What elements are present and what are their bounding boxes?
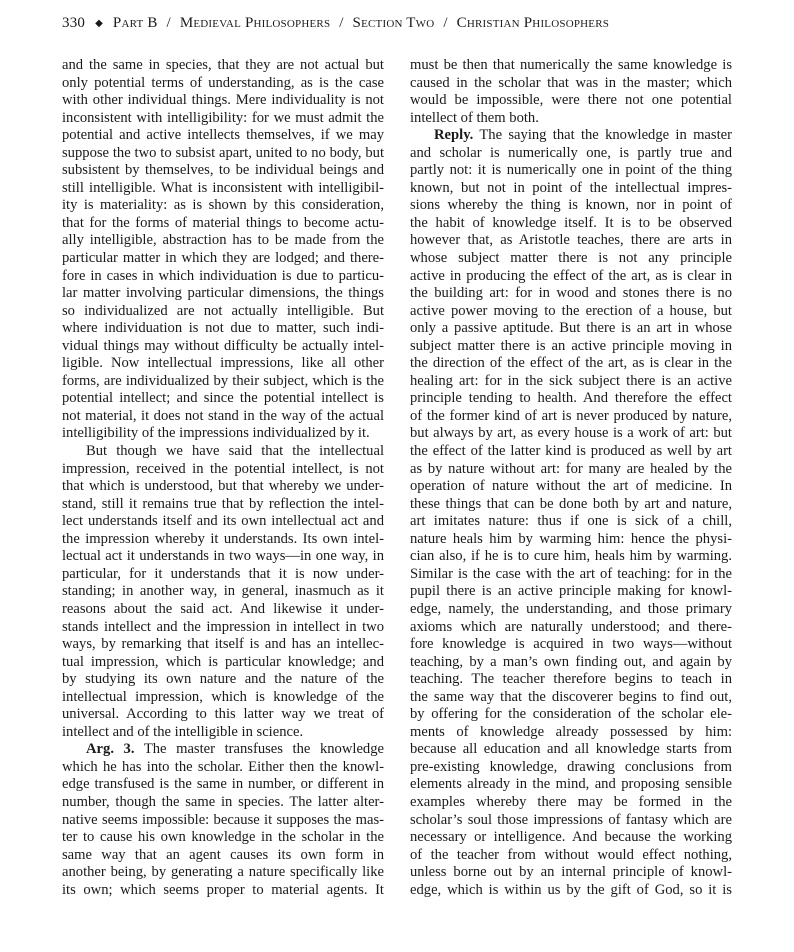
line-text: impression, received in the potential intellect, is not <box>62 460 384 477</box>
line-text: examples whereby there may be formed in the <box>410 793 732 810</box>
text-line <box>62 232 384 250</box>
line-text: ments of knowledge already possessed by him: <box>410 723 732 740</box>
text-line <box>410 390 732 408</box>
line-text: because all education and all knowledge starts from <box>410 741 732 758</box>
text-line <box>410 794 732 812</box>
text-line <box>62 425 384 443</box>
text-line <box>62 882 384 900</box>
line-text: known, but not in point of the intellectual impres- <box>410 179 732 196</box>
line-text: unless borne out by an internal principle of knowl- <box>410 864 732 881</box>
slash-separator: / <box>443 15 448 31</box>
line-text: suppose the two to subsist apart, united to no body, but <box>62 144 384 161</box>
text-line <box>62 110 384 128</box>
text-line <box>62 162 384 180</box>
text-line <box>410 338 732 356</box>
text-line <box>62 303 384 321</box>
text-line <box>410 812 732 830</box>
text-line <box>410 461 732 479</box>
text-line <box>62 741 384 759</box>
line-text: stand, still it remains true that by reflection the intel- <box>62 495 384 512</box>
line-text: as by nature without art: for many are healed by the <box>410 460 732 477</box>
line-text: and scholar is numerically one, is partly true and <box>410 144 732 161</box>
line-text: standing; in another way, in general, inasmuch as it <box>62 583 384 600</box>
paragraph-label: Arg. 3. <box>86 741 135 758</box>
line-text: where individuation is not due to matter, such indi- <box>62 320 384 337</box>
line-text: same way that an agent causes its own form in <box>62 846 384 863</box>
line-text: teaching, by a man’s own finding out, and again by <box>410 653 732 670</box>
text-line <box>62 355 384 373</box>
line-text: its own; which seems proper to material agents. It <box>62 881 384 898</box>
text-line <box>62 268 384 286</box>
line-text: the impression whereby it understands. Its own intel- <box>62 530 384 547</box>
line-text: forms, are individualized by their subject, which is the <box>62 372 384 389</box>
text-line <box>62 443 384 461</box>
text-line <box>410 548 732 566</box>
line-text: intelligibility of the impressions individualized by it. <box>62 425 370 442</box>
line-text: potential and active intellects themselves, if we may <box>62 127 384 144</box>
line-text: caused in the scholar that was in the master; which <box>410 74 732 91</box>
line-text: ter to cause his own knowledge in the scholar in the <box>62 829 384 846</box>
text-line <box>410 882 732 900</box>
line-text: and the same in species, that they are not actual but <box>62 57 384 73</box>
line-text: ally intelligible, abstraction has to be made from the <box>62 232 384 249</box>
text-line <box>410 408 732 426</box>
line-text: ligible. Now intellectual impressions, like all other <box>62 355 384 372</box>
diamond-separator-icon: ◆ <box>95 18 103 29</box>
text-line <box>62 654 384 672</box>
left-text-column <box>62 57 384 899</box>
text-line <box>62 320 384 338</box>
line-text: fore knowledge is acquired in two ways—without <box>410 636 732 653</box>
line-text: subsistent by themselves, to be individual beings and <box>62 162 384 179</box>
text-line <box>62 689 384 707</box>
text-line <box>62 145 384 163</box>
line-text: nature heals him by warming him: hence the physi- <box>410 530 732 547</box>
line-text: which he has into the scholar. Either then the knowl- <box>62 758 384 775</box>
line-text: lectual act it understands in two ways—in one way, in <box>62 548 384 565</box>
text-line <box>62 408 384 426</box>
text-line <box>62 285 384 303</box>
text-line <box>410 619 732 637</box>
text-line <box>410 636 732 654</box>
text-line <box>62 583 384 601</box>
text-line <box>410 759 732 777</box>
text-line <box>62 180 384 198</box>
line-text: art imitates nature: thus if one is sick of a chill, <box>410 513 732 530</box>
text-line <box>62 92 384 110</box>
text-line <box>410 689 732 707</box>
line-text: but always by art, as every house is a work of art: but <box>410 425 732 442</box>
text-line <box>410 443 732 461</box>
text-line <box>410 513 732 531</box>
line-text: edge, which is within us by the gift of God, so it is <box>410 881 732 898</box>
text-line <box>62 812 384 830</box>
text-line <box>410 215 732 233</box>
line-text: still intelligible. What is inconsistent with intelligibil- <box>62 179 384 196</box>
text-line <box>410 847 732 865</box>
line-text: subject matter there is an active principle moving in <box>410 337 732 354</box>
paragraph-label: Reply. <box>434 127 474 144</box>
text-line <box>410 531 732 549</box>
line-text: particular, for it understands that it is now under- <box>62 565 384 582</box>
text-line <box>410 741 732 759</box>
line-text: the building art: for in wood and stones there is no <box>410 285 732 302</box>
text-line <box>62 671 384 689</box>
line-text: number, though the same in species. The latter alter- <box>62 793 384 810</box>
text-line <box>410 706 732 724</box>
text-line <box>410 373 732 391</box>
text-line <box>62 75 384 93</box>
text-line <box>410 601 732 619</box>
line-text: fore in cases in which individuation is due to particu- <box>62 267 384 284</box>
text-line <box>62 724 384 742</box>
text-line <box>410 197 732 215</box>
line-text: by studying its own nature and the nature of the <box>62 671 384 688</box>
text-line <box>410 250 732 268</box>
text-line <box>410 864 732 882</box>
text-line <box>62 127 384 145</box>
line-text: lect understands itself and its own intellectual act and <box>62 513 384 530</box>
line-text: partly not: it is numerically one in point of the thing <box>410 162 732 179</box>
line-text: vidual things may without difficulty be actually intel- <box>62 337 384 354</box>
section-medieval: Medieval Philosophers <box>179 15 331 31</box>
line-text: that which is understood, but that whereby we under- <box>62 478 384 495</box>
line-text: the habit of knowledge itself. It is to be observed <box>410 214 732 231</box>
line-text: edge transfused is the same in number, or different in <box>62 776 384 793</box>
text-line <box>62 390 384 408</box>
line-text: axioms which are naturally understood; and there- <box>410 618 732 635</box>
line-text: with other individual things. Mere individuality is not <box>62 92 384 109</box>
text-line <box>410 268 732 286</box>
line-text: reasons about the said act. And likewise it under- <box>62 600 384 617</box>
slash-separator: / <box>166 15 171 31</box>
line-text: elements already in the mind, and proposing sensible <box>410 776 732 793</box>
line-text: necessary or intelligence. And because the working <box>410 829 732 846</box>
text-line <box>410 145 732 163</box>
line-text: lar matter involving particular dimensions, the things <box>62 285 384 302</box>
text-line <box>410 92 732 110</box>
text-line <box>62 478 384 496</box>
line-text: would be impossible, were there not one potential <box>410 92 732 109</box>
line-text: particular matter in which they are lodged; and there- <box>62 250 384 267</box>
text-line <box>62 706 384 724</box>
line-text: pupil there is an active principle making for knowl- <box>410 583 732 600</box>
text-line <box>62 197 384 215</box>
line-text: potential intellect; and since the potential intellect is <box>62 390 384 407</box>
line-text: universal. According to this latter way we treat of <box>62 706 384 723</box>
line-text: sions whereby the thing is known, nor in point of <box>410 197 732 214</box>
section-two: Section Two <box>352 15 435 31</box>
text-line <box>62 513 384 531</box>
line-text: the effect of the latter kind is produced as well by art <box>410 443 732 460</box>
line-text: The saying that the knowledge in master <box>473 127 732 144</box>
line-text: intellect of them both. <box>410 109 539 126</box>
text-line <box>62 531 384 549</box>
text-line <box>410 162 732 180</box>
text-line <box>410 232 732 250</box>
text-line <box>410 320 732 338</box>
line-text: active in producing the effect of the art, as is clear in <box>410 267 732 284</box>
line-text: principle tending to health. And therefore the effect <box>410 390 732 407</box>
text-line <box>62 847 384 865</box>
text-line <box>410 496 732 514</box>
line-text: scholar’s soul those impressions of fantasy which are <box>410 811 732 828</box>
line-text: native seems impossible: because it supposes the mas- <box>62 811 384 828</box>
line-text: intellectual impression, which is knowledge of the <box>62 688 384 705</box>
text-line <box>62 794 384 812</box>
line-text: edge, namely, the understanding, and those primary <box>410 600 732 617</box>
line-text: of the teacher from without would effect nothing, <box>410 846 732 863</box>
text-line <box>62 548 384 566</box>
text-line <box>410 285 732 303</box>
text-line <box>410 303 732 321</box>
line-text: stands intellect and the impression in intellect in two <box>62 618 384 635</box>
line-text: only a passive aptitude. But there is an art in whose <box>410 320 732 337</box>
text-line <box>62 601 384 619</box>
line-text: so individualized are not actually intelligible. But <box>62 302 384 319</box>
text-line <box>62 373 384 391</box>
line-text: the direction of the effect of the art, as is clear in the <box>410 355 732 372</box>
text-line <box>62 57 384 75</box>
line-text: only potential terms of understanding, as is the case <box>62 74 384 91</box>
text-line <box>410 671 732 689</box>
text-line <box>62 619 384 637</box>
line-text: of the former kind of art is never produced by nature, <box>410 407 732 424</box>
line-text: operation of nature without the art of medicine. In <box>410 478 732 495</box>
line-text: by offering for the consideration of the scholar ele- <box>410 706 732 723</box>
text-line <box>62 759 384 777</box>
text-line <box>410 724 732 742</box>
text-line <box>62 566 384 584</box>
line-text: intellect and of the intelligible in science. <box>62 723 304 740</box>
line-text: tual impression, which is particular knowledge; and <box>62 653 384 670</box>
line-text: Similar is the case with the art of teaching: for in the <box>410 565 732 582</box>
text-line <box>62 338 384 356</box>
text-line <box>410 583 732 601</box>
line-text: But though we have said that the intellectual <box>86 443 384 460</box>
section-christian: Christian Philosophers <box>456 15 610 31</box>
line-text: active power moving to the erection of a house, but <box>410 302 732 319</box>
text-line <box>62 776 384 794</box>
text-line <box>410 180 732 198</box>
line-text: pre-existing knowledge, drawing conclusions from <box>410 758 732 775</box>
line-text: another being, by generating a nature specifically like <box>62 864 384 881</box>
text-line <box>410 776 732 794</box>
text-line <box>410 425 732 443</box>
text-line <box>410 829 732 847</box>
right-text-column <box>410 57 732 899</box>
line-text: the same way that the discoverer begins to find out, <box>410 688 732 705</box>
text-line <box>62 461 384 479</box>
text-line <box>62 636 384 654</box>
line-text: however that, as Aristotle teaches, there are arts in <box>410 232 732 249</box>
text-line <box>410 127 732 145</box>
page-number: 330 <box>62 15 86 31</box>
slash-separator: / <box>339 15 344 31</box>
text-line <box>410 75 732 93</box>
line-text: must be then that numerically the same knowledge is <box>410 57 732 73</box>
text-line <box>410 57 732 75</box>
text-line <box>62 250 384 268</box>
line-text: cian also, if he is to cure him, heals him by warming. <box>410 548 732 565</box>
line-text: healing art: for in the sick subject there is an active <box>410 372 732 389</box>
line-text: inconsistent with intelligibility: for we must admit the <box>62 109 384 126</box>
text-line <box>410 566 732 584</box>
line-text: not material, it does not stand in the way of the actual <box>62 407 384 424</box>
text-line <box>410 355 732 373</box>
text-line <box>62 215 384 233</box>
line-text: whose subject matter there is not any principle <box>410 250 732 267</box>
text-line <box>410 654 732 672</box>
line-text: that for the forms of material things to become actu- <box>62 214 384 231</box>
line-text: ways, by remarking that itself is and has an intellec- <box>62 636 384 653</box>
text-line <box>410 478 732 496</box>
line-text: these things that can be done both by art and nature, <box>410 495 732 512</box>
line-text: teaching. The teacher therefore begins to teach in <box>410 671 732 688</box>
text-line <box>62 496 384 514</box>
part-label: Part B <box>112 15 158 31</box>
line-text: ity is materiality: as is shown by this consideration, <box>62 197 384 214</box>
line-text: The master transfuses the knowledge <box>134 741 384 758</box>
running-head <box>62 15 762 37</box>
text-line <box>62 864 384 882</box>
text-line <box>62 829 384 847</box>
text-line <box>410 110 732 128</box>
